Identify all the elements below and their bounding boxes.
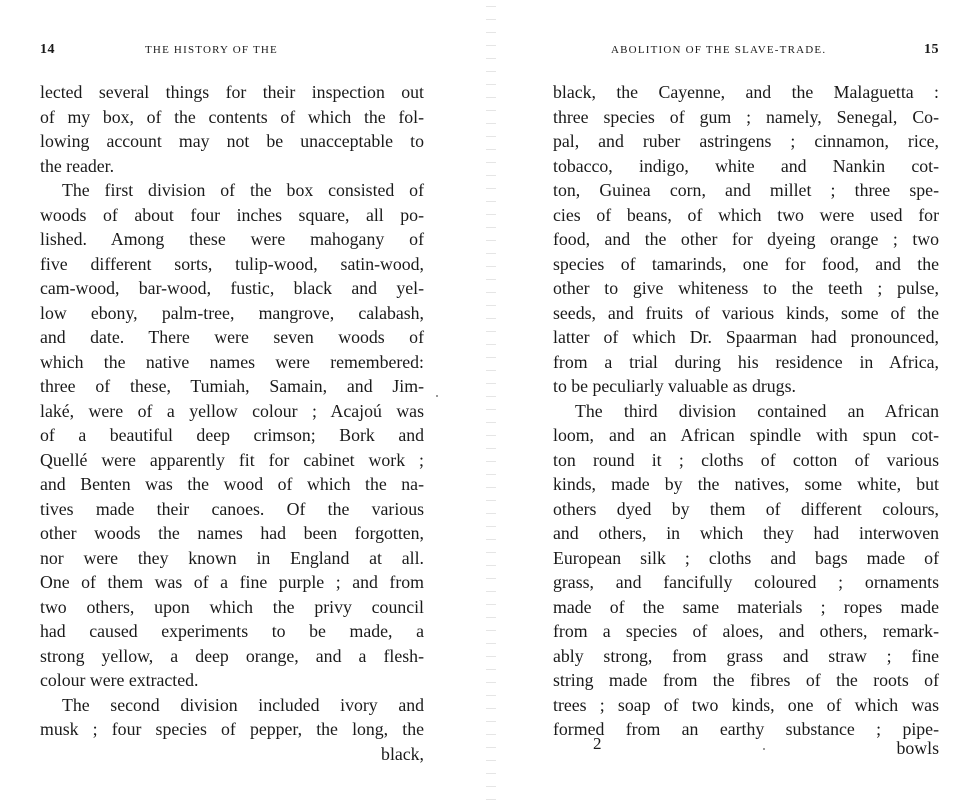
- text-line: cam-wood, bar-wood, fustic, black and yel-: [40, 278, 424, 298]
- right-page: [553, 0, 939, 802]
- left-page-text: [40, 80, 424, 766]
- running-head-right: ABOLITION OF THE SLAVE-TRADE.: [611, 44, 827, 56]
- text-line: and others, in which they had interwoven: [553, 523, 939, 543]
- text-line: The second division included ivory and: [62, 694, 424, 715]
- text-line: five different sorts, tulip-wood, satin-wood,: [40, 253, 424, 274]
- text-line: ably strong, from grass and straw ; fine: [553, 645, 939, 666]
- text-line: colour were extracted.: [40, 670, 199, 690]
- text-line: grass, and fancifully coloured ; ornaments: [553, 572, 939, 592]
- text-line: from a species of aloes, and others, remark-: [553, 621, 939, 641]
- text-line: ton round it ; cloths of cotton of various: [553, 449, 939, 470]
- text-line: of my box, of the contents of which the fol-: [40, 106, 424, 127]
- text-line: tobacco, indigo, white and Nankin cot-: [553, 155, 939, 176]
- text-line: loom, and an African spindle with spun cot-: [553, 425, 939, 445]
- text-line: lected several things for their inspection out: [40, 82, 424, 102]
- text-line: and date. There were seven woods of: [40, 327, 424, 347]
- text-line: string made from the fibres of the roots of: [553, 670, 939, 690]
- catchword-right: bowls: [896, 738, 939, 758]
- paper-speck: [436, 395, 438, 397]
- page-number-left: 14: [40, 42, 55, 57]
- text-line: laké, were of a yellow colour ; Acajoú was: [40, 400, 424, 421]
- running-head-left: THE HISTORY OF THE: [145, 44, 278, 56]
- catchword-left: black,: [381, 743, 424, 764]
- gutter-fold: [486, 0, 496, 802]
- text-line: black, the Cayenne, and the Malaguetta :: [553, 82, 939, 102]
- text-line: two others, upon which the privy council: [40, 596, 424, 617]
- text-line: formed from an earthy substance ; pipe-: [553, 719, 939, 739]
- text-line: The first division of the box consisted of: [62, 180, 424, 200]
- left-page-header: [40, 42, 424, 62]
- text-line: low ebony, palm-tree, mangrove, calabash,: [40, 302, 424, 323]
- text-line: woods of about four inches square, all po-: [40, 204, 424, 225]
- text-line: European silk ; cloths and bags made of: [553, 547, 939, 568]
- text-line: the reader.: [40, 155, 115, 176]
- text-line: lowing account may not be unacceptable to: [40, 131, 424, 151]
- text-line: The third division contained an African: [575, 400, 939, 421]
- text-line: One of them was of a fine purple ; and from: [40, 572, 424, 592]
- text-line: from a trial during his residence in Africa,: [553, 351, 939, 372]
- text-line: pal, and ruber astringens ; cinnamon, rice,: [553, 131, 939, 151]
- text-line: others dyed by them of different colours,: [553, 498, 939, 519]
- text-line: three of these, Tumiah, Samain, and Jim-: [40, 376, 424, 396]
- text-line: ton, Guinea corn, and millet ; three spe-: [553, 180, 939, 200]
- text-line: of a beautiful deep crimson; Bork and: [40, 425, 424, 445]
- text-line: other woods the names had been forgotten,: [40, 523, 424, 543]
- page-number-right: 15: [924, 42, 939, 57]
- text-line: strong yellow, a deep orange, and a flesh-: [40, 645, 424, 666]
- text-line: kinds, made by the natives, some white, but: [553, 474, 939, 494]
- right-page-text: [553, 80, 939, 742]
- text-line: lished. Among these were mahogany of: [40, 229, 424, 249]
- right-page-header: [553, 42, 939, 62]
- text-line: tives made their canoes. Of the various: [40, 498, 424, 519]
- text-line: food, and the other for dyeing orange ; two: [553, 229, 939, 249]
- text-line: made of the same materials ; ropes made: [553, 596, 939, 617]
- text-line: had caused experiments to be made, a: [40, 621, 424, 641]
- text-line: cies of beans, of which two were used for: [553, 204, 939, 225]
- text-line: three species of gum ; namely, Senegal, Co-: [553, 106, 939, 127]
- paper-speck: [763, 748, 765, 750]
- text-line: species of tamarinds, one for food, and the: [553, 253, 939, 274]
- text-line: seeds, and fruits of various kinds, some of the: [553, 302, 939, 323]
- text-line: musk ; four species of pepper, the long, the: [40, 719, 424, 739]
- text-line: Quellé were apparently fit for cabinet work ;: [40, 449, 424, 470]
- text-line: nor were they known in England at all.: [40, 547, 424, 568]
- text-line: and Benten was the wood of which the na-: [40, 474, 424, 494]
- text-line: which the native names were remembered:: [40, 351, 424, 372]
- signature-mark: 2: [593, 734, 602, 753]
- text-line: to be peculiarly valuable as drugs.: [553, 376, 796, 396]
- text-line: latter of which Dr. Spaarman had pronounced,: [553, 327, 939, 347]
- left-page: [40, 0, 424, 802]
- text-line: other to give whiteness to the teeth ; pulse,: [553, 278, 939, 298]
- text-line: trees ; soap of two kinds, one of which was: [553, 694, 939, 715]
